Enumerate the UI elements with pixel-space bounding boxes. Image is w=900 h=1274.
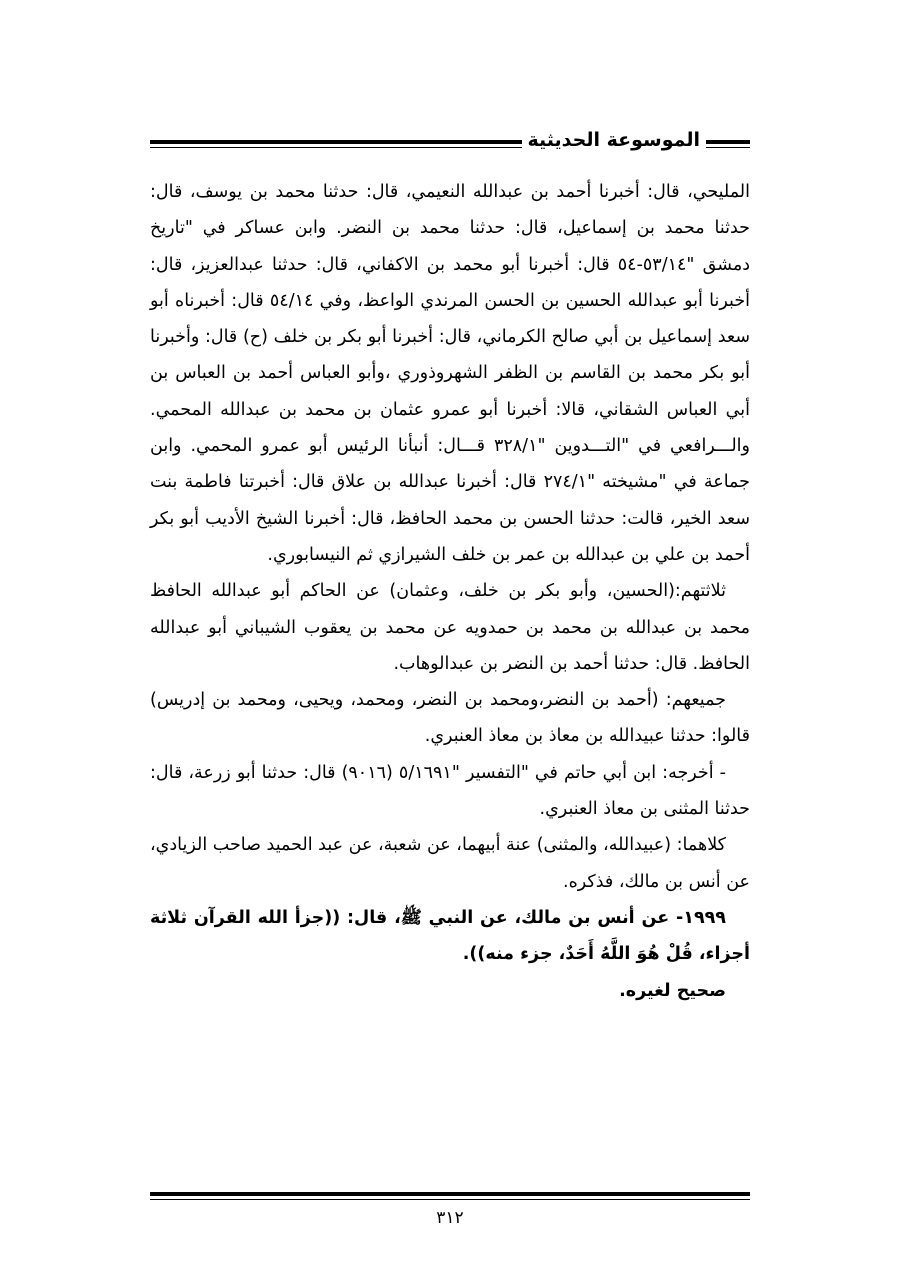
body-text bbox=[150, 174, 750, 1009]
paragraph-isnad-1: المليحي، قال: أخبرنا أحمد بن عبدالله النعيمي، قال: حدثنا محمد بن يوسف، قال: حدثنا محمد بن إسماعيل، قال: حدثنا محمد بن النضر. وابن عساكر في "تاريخ دمشق "٥٣/١٤-٥٤ قال: أخبرنا أبو محمد بن الاكفاني، قال: حدثنا عبدالعزيز، قال: أخبرنا أبو عبدالله الحسين بن الحسن المرندي الواعظ، وفي ٥٤/١٤ قال: أخبرناه أبو سعد إسماعيل بن أبي صالح الكرماني، قال: أخبرنا أبو بكر بن خلف (ح) قال: وأخبرنا أبو بكر محمد بن القاسم بن الظفر الشهروذوري ،وأبو العباس أحمد بن العباس بن أبي العباس الشقاني، قالا: أخبرنا أبو عمرو عثمان بن محمد بن عبدالله المحمي. والـــرافعي في "التـــدوين "٣٢٨/١ قـــال: أنبأنا الرئيس أبو عمرو المحمي. وابن جماعة في "مشيخته "٢٧٤/١ قال: أخبرنا عبدالله بن علاق قال: أخبرتنا فاطمة بنت سعد الخير، قالت: حدثنا الحسن بن محمد الحافظ، قال: أخبرنا الشيخ الأديب أبو بكر أحمد بن علي بن عبدالله بن عمر بن خلف الشيرازي ثم النيسابوري. bbox=[150, 182, 750, 565]
hadith-grading: صحيح لغيره. bbox=[619, 980, 726, 1001]
footer-rule-thick bbox=[150, 1192, 750, 1196]
page-title: الموسوعة الحديثية bbox=[522, 126, 707, 154]
paragraph-isnad-2: ثلاثتهم:(الحسين، وأبو بكر بن خلف، وعثمان) عن الحاكم أبو عبدالله الحافظ محمد بن عبدالله بن محمد بن حمدويه عن محمد بن يعقوب الشيباني أبو عبدالله الحافظ. قال: حدثنا أحمد بن النضر بن عبدالوهاب. bbox=[150, 581, 750, 674]
paragraph-isnad-3: جميعهم: (أحمد بن النضر،ومحمد بن النضر، ومحمد، ويحيى، ومحمد بن إدريس) قالوا: حدثنا عبيدالله بن معاذ بن معاذ العنبري. bbox=[150, 690, 750, 747]
footer-rule-thin bbox=[150, 1199, 750, 1200]
page-number: ٣١٢ bbox=[436, 1208, 464, 1228]
page-header bbox=[150, 128, 750, 156]
paragraph-isnad-4: كلاهما: (عبيدالله، والمثنى) عنة أبيهما، عن شعبة، عن عبد الحميد صاحب الزيادي، عن أنس بن مالك، فذكره. bbox=[150, 835, 750, 892]
paragraph-takhrij: - أخرجه: ابن أبي حاتم في "التفسير "٥/١٦٩١ (٩٠١٦) قال: حدثنا أبو زرعة، قال: حدثنا المثنى بن معاذ العنبري. bbox=[150, 762, 750, 820]
hadith-text: ١٩٩٩- عن أنس بن مالك، عن النبي ﷺ، قال: ((جزأ الله القرآن ثلاثة أجزاء، قُلْ هُوَ اللَّهُ أَحَدٌ، جزء منه)). bbox=[150, 907, 750, 965]
